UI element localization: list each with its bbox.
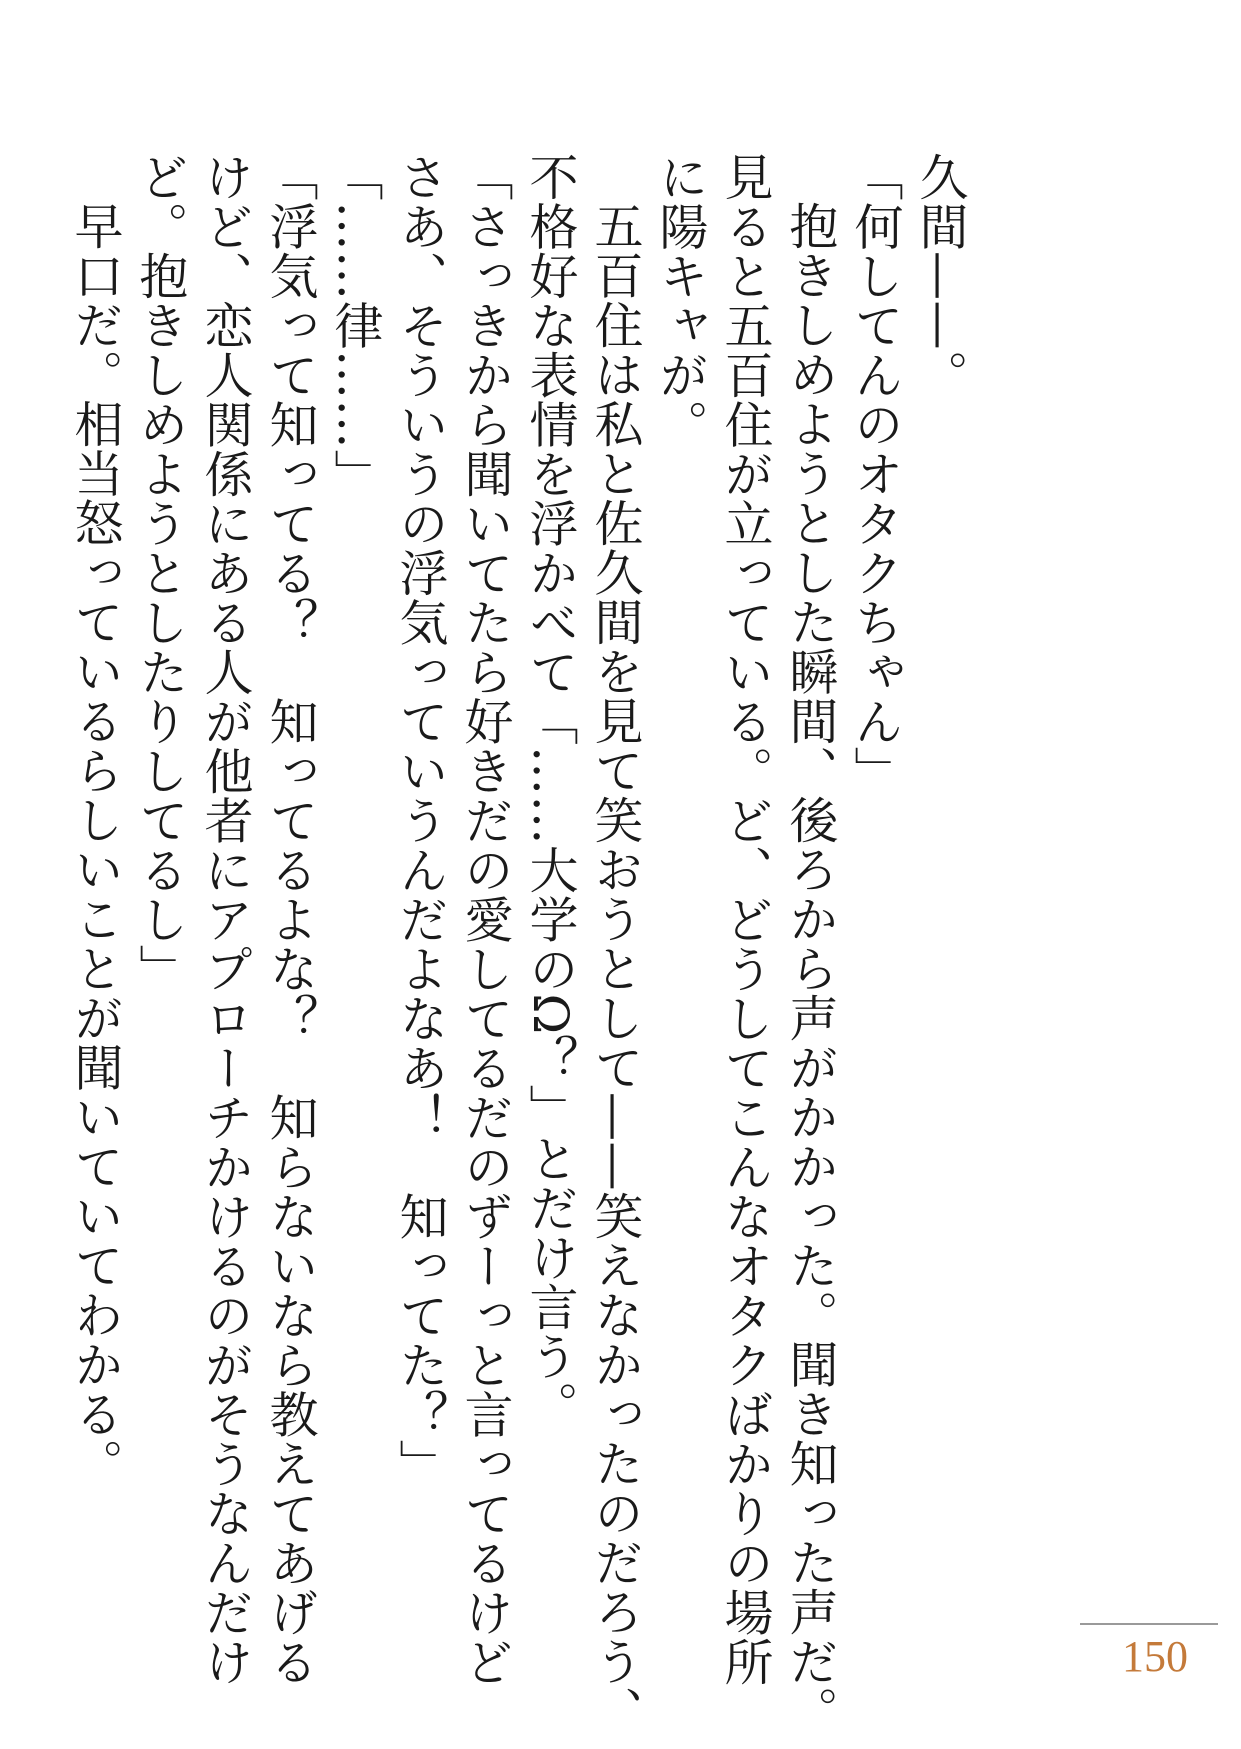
text-line: 抱きしめようとした瞬間、後ろから声がかかった。聞き知った声だ。 [782,201,839,1736]
text-line: 早口だ。相当怒っているらしいことが聞いていてわかる。 [67,201,124,1488]
page-number: 150 [1122,1632,1188,1681]
footer-rule [1080,1623,1218,1625]
text-line: 「……律……」 [327,152,384,499]
text-line: 久間——。 [912,152,969,400]
text-line: 「さっきから聞いてたら好きだの愛してるだのずーっと言ってるけど [457,152,514,1687]
text-line: 見ると五百住が立っている。ど、どうしてこんなオタクばかりの場所 [717,152,774,1687]
text-line: 五百住は私と佐久間を見て笑おうとして——笑えなかったのだろう、 [587,201,644,1736]
text-line: 不格好な表情を浮かべて「……大学のΩ？」とだけ言う。 [522,152,579,1431]
text-line: ど。抱きしめようとしたりしてるし」 [132,152,189,994]
text-line: 「何してんのオタクちゃん」 [847,152,904,796]
text-line: さあ、そういうの浮気っていうんだよなあ！ 知ってた？」 [392,152,449,1489]
text-line: けど、恋人関係にある人が他者にアプローチかけるのがそうなんだけ [197,152,254,1687]
text-line: 「浮気って知ってる？ 知ってるよな？ 知らないなら教えてあげる [262,152,319,1687]
text-line: に陽キャが。 [652,152,709,449]
vertical-text-block [67,152,973,1736]
